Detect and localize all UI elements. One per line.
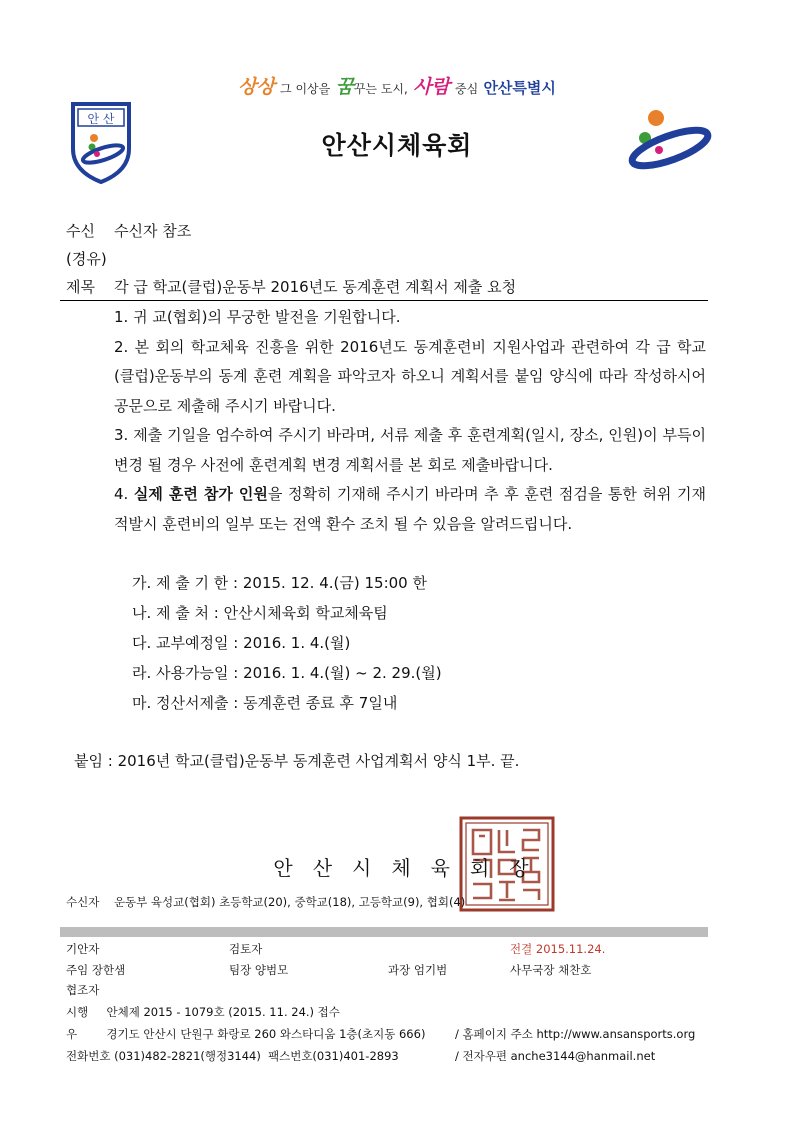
slogan-city: 안산특별시 (483, 79, 556, 97)
slogan-word-2: 꿈 (335, 76, 354, 98)
slogan (0, 72, 794, 99)
recipient-value: 수신자 참조 (114, 222, 192, 240)
recipients-value: 운동부 육성교(협회) 초등학교(20), 중학교(18), 고등학교(9), 협회(4) (113, 895, 466, 909)
schedule-item: 나. 제 출 처 : 안산시체육회 학교체육팀 (132, 604, 388, 622)
paragraph-1: 1. 귀 교(협회)의 무궁한 발전을 기원합니다. (114, 308, 401, 326)
reviewer-label: 검토자 (229, 942, 263, 956)
homepage-link[interactable]: / 홈페이지 주소 http://www.ansansports.org (455, 1027, 696, 1041)
phone-number: 전화번호 (031)482-2821(행정3144) (66, 1049, 261, 1063)
slogan-part-3: 중심 (455, 82, 479, 96)
recipients-line (66, 894, 465, 910)
staff-3: 과장 엄기범 (388, 963, 448, 977)
fax-number: 팩스번호(031)401-2893 (268, 1049, 399, 1063)
schedule-item: 라. 사용가능일 : 2016. 1. 4.(월) ~ 2. 29.(월) (132, 664, 442, 682)
subject-divider (60, 300, 708, 301)
staff-1: 주임 장한샘 (66, 963, 126, 977)
staff-4: 사무국장 채찬호 (510, 963, 592, 977)
page-title: 안산시체육회 (321, 131, 473, 160)
paragraph-4-rest: 을 정확히 기재해 주시기 바라며 추 후 훈련 점검을 통한 허위 기재 적발시 훈련비의 일부 또는 전액 환수 조치 될 수 있음을 알려드립니다. (114, 485, 706, 533)
via-line: (경유) (66, 250, 107, 268)
recipients-label: 수신자 (66, 895, 100, 909)
coop-label: 협조자 (66, 983, 100, 997)
paragraph-4-emphasis: 실제 훈련 참가 인원 (133, 485, 268, 503)
address-line (66, 1026, 425, 1042)
paragraph-4 (66, 480, 706, 539)
drafter-label: 기안자 (66, 942, 100, 956)
recipient-label: 수신 (66, 222, 95, 240)
exec-label: 시행 (66, 1005, 89, 1019)
address-label: 우 (66, 1027, 78, 1041)
body-text (66, 303, 706, 539)
slogan-part-2: 꾸는 도시, (353, 82, 408, 96)
schedule-item: 마. 정산서제출 : 동계훈련 종료 후 7일내 (132, 694, 398, 712)
attachment-line: 붙임 : 2016년 학교(클럽)운동부 동계훈련 사업계획서 양식 1부. 끝. (74, 752, 520, 770)
subject-label: 제목 (66, 278, 95, 296)
slogan-word-3: 사람 (413, 76, 450, 98)
slogan-part-1: 그 이상을 (280, 82, 331, 96)
schedule-item: 가. 제 출 기 한 : 2015. 12. 4.(금) 15:00 한 (132, 574, 427, 592)
slogan-word-1: 상상 (238, 76, 275, 98)
subject-line (66, 276, 516, 297)
paragraph-2: 2. 본 회의 학교체육 진흥을 위한 2016년도 동계훈련비 지원사업과 관련하여 각 급 학교(클럽)운동부의 동계 훈련 계획을 파악코자 하오니 계획서를 붙임 양식에 따라 작성하시어 공문으로 제출해 주시기 바랍니다. (114, 337, 706, 415)
exec-line (66, 1004, 340, 1020)
paragraph-3: 3. 제출 기일을 엄수하여 주시기 바라며, 서류 제출 후 훈련계획(일시, 장소, 인원)이 부득이 변경 될 경우 사전에 훈련계획 변경 계획서를 본 회로 제출바랍니다. (114, 426, 706, 474)
staff-2: 팀장 양범모 (229, 963, 289, 977)
approval-stamp: 전결 2015.11.24. (510, 942, 606, 956)
city-logo-icon (622, 106, 712, 172)
footer-divider (60, 927, 708, 937)
emblem-text: 안 산 (87, 112, 115, 126)
exec-value: 안체제 2015 - 1079호 (2015. 11. 24.) 접수 (106, 1005, 340, 1019)
sender-name: 안산시체육회장 (273, 856, 549, 880)
recipient-line (66, 220, 191, 241)
schedule-item: 다. 교부예정일 : 2016. 1. 4.(월) (132, 634, 351, 652)
paragraph-4-number: 4. (114, 485, 134, 503)
email-link[interactable]: / 전자우편 anche3144@hanmail.net (455, 1049, 656, 1063)
subject-value: 각 급 학교(클럽)운동부 2016년도 동계훈련 계획서 제출 요청 (114, 278, 517, 296)
address-value: 경기도 안산시 단원구 화랑로 260 와스타디움 1층(초지동 666) (106, 1027, 426, 1041)
